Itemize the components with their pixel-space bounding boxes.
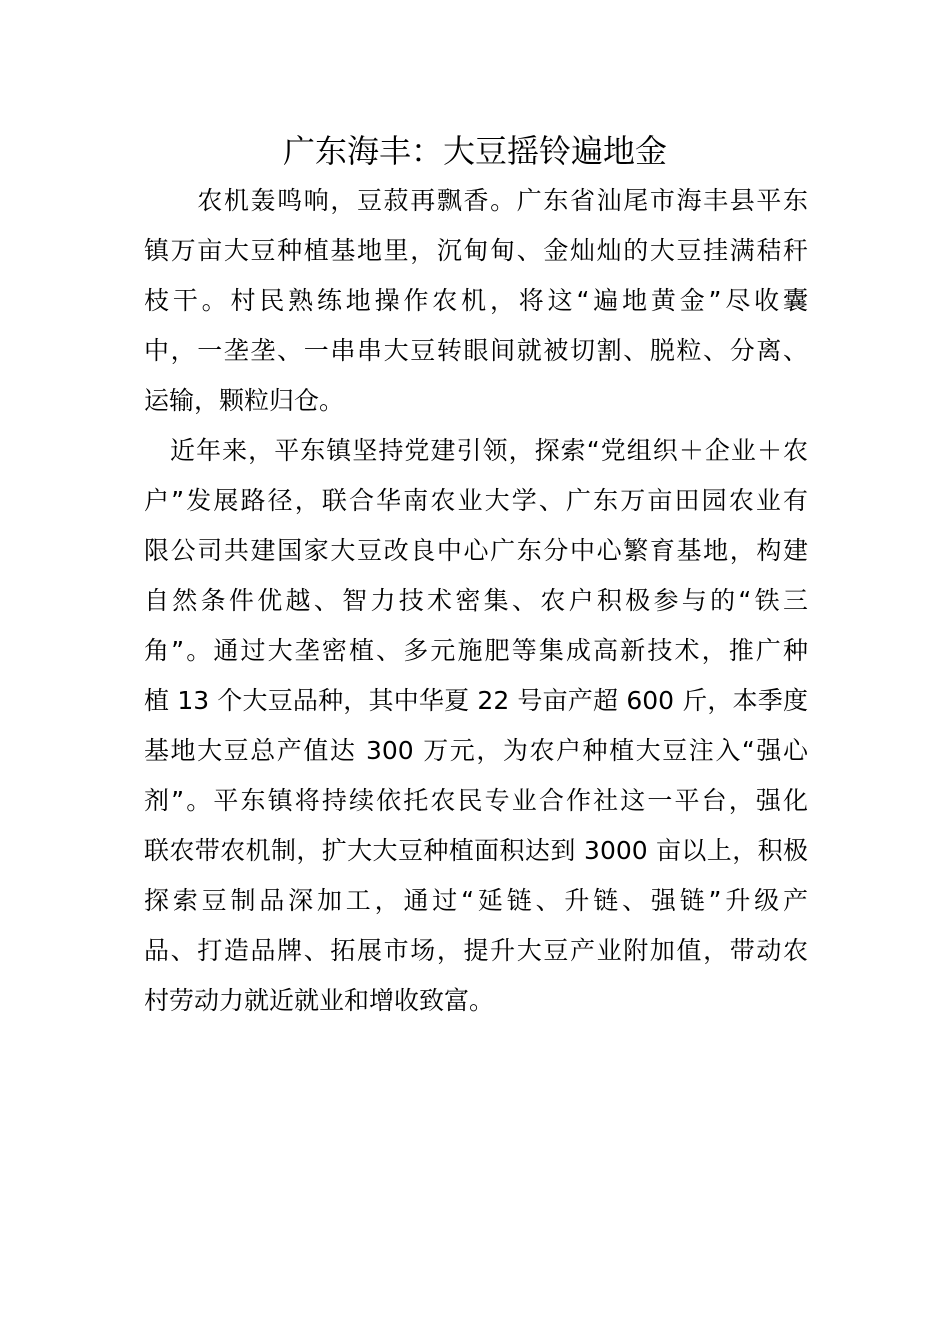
article-title: 广东海丰：大豆摇铃遍地金: [282, 132, 667, 170]
paragraph-line: 限公司共建国家大豆改良中心广东分中心繁育基地，构建: [144, 536, 808, 565]
paragraph-line: 基地大豆总产值达 300 万元，为农户种植大豆注入“强心: [144, 736, 808, 765]
paragraph-line: 镇万亩大豆种植基地里，沉甸甸、金灿灿的大豆挂满秸秆: [144, 236, 808, 265]
article-body: [144, 176, 808, 1026]
paragraph-line: 运输，颗粒归仓。: [144, 386, 345, 415]
paragraph-line: 枝干。村民熟练地操作农机，将这“遍地黄金”尽收囊: [144, 286, 808, 315]
paragraph-line: 剂”。平东镇将持续依托农民专业合作社这一平台，强化: [144, 786, 808, 815]
paragraph-line: 近年来，平东镇坚持党建引领，探索“党组织＋企业＋农: [144, 436, 808, 465]
paragraph-line: 探索豆制品深加工，通过“延链、升链、强链”升级产: [144, 886, 808, 915]
paragraph-line: 联农带农机制，扩大大豆种植面积达到 3000 亩以上，积极: [144, 836, 808, 865]
paragraph-line: 村劳动力就近就业和增收致富。: [144, 986, 495, 1015]
paragraph-line: 品、打造品牌、拓展市场，提升大豆产业附加值，带动农: [144, 936, 808, 965]
paragraph-1: [144, 176, 808, 426]
paragraph-line: 户”发展路径，联合华南农业大学、广东万亩田园农业有: [144, 486, 808, 515]
paragraph-2: [144, 426, 808, 1026]
paragraph-line: 农机轰鸣响，豆菽再飘香。广东省汕尾市海丰县平东: [144, 186, 808, 215]
paragraph-line: 自然条件优越、智力技术密集、农户积极参与的“铁三: [144, 586, 808, 615]
paragraph-line: 中，一垄垄、一串串大豆转眼间就被切割、脱粒、分离、: [144, 336, 808, 365]
paragraph-line: 角”。通过大垄密植、多元施肥等集成高新技术，推广种: [144, 636, 808, 665]
paragraph-line: 植 13 个大豆品种，其中华夏 22 号亩产超 600 斤，本季度: [144, 686, 808, 715]
